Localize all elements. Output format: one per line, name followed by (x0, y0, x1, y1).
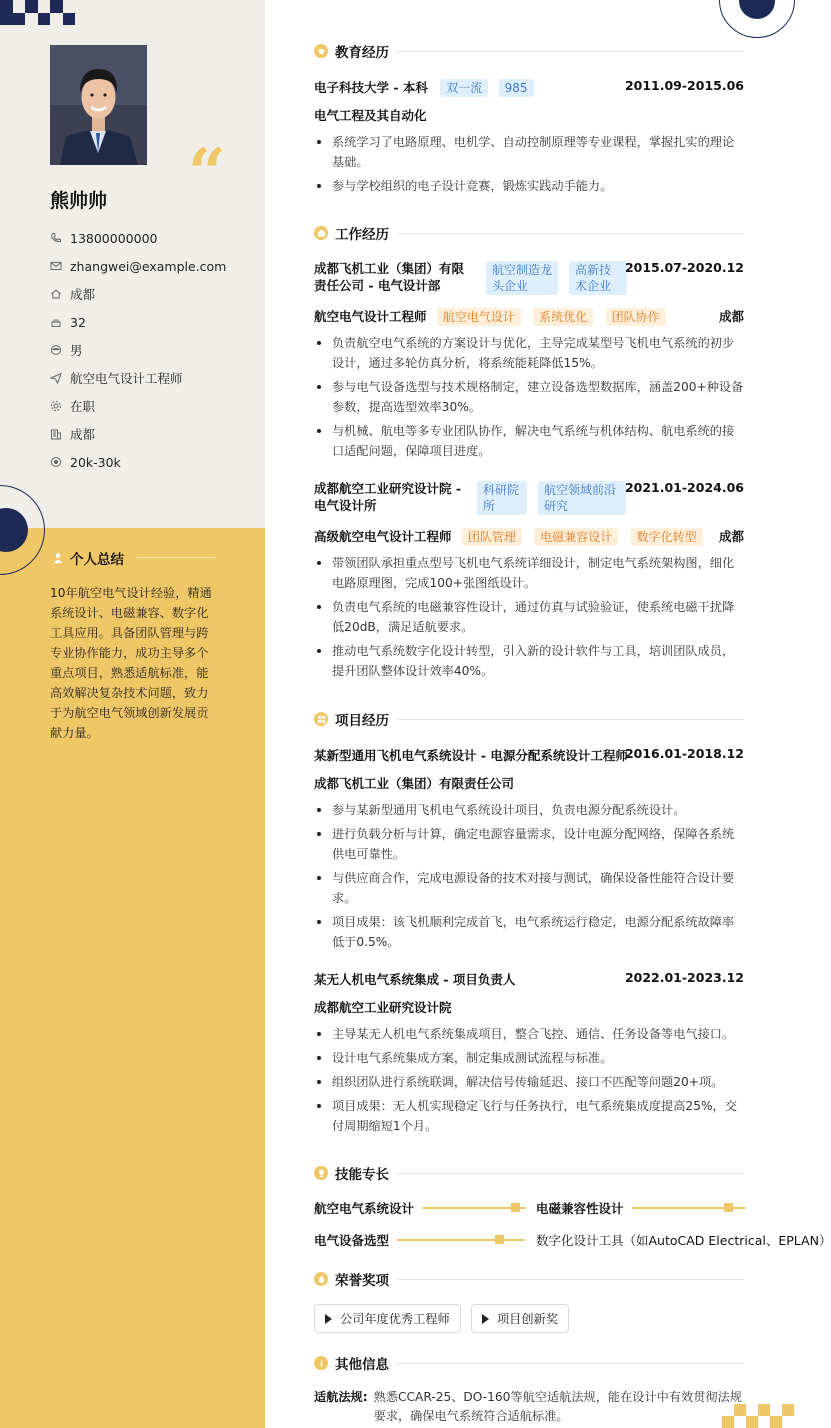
school-name: 电子科技大学 - 本科 (314, 80, 428, 95)
person-icon (52, 552, 64, 564)
summary-divider (136, 557, 216, 558)
job-2-bullets (314, 553, 744, 685)
skill-level-bar (397, 1239, 525, 1241)
project-name: 某无人机电气系统集成 - 项目负责人 (314, 972, 516, 987)
list-item: 项目成果：该飞机顺利完成首飞，电气系统运行稳定，电源分配系统故障率低于0.5%。 (314, 912, 744, 952)
job-date: 2021.01-2024.06 (624, 480, 744, 495)
skills-heading: 技能专长 (314, 1163, 744, 1183)
company-tag: 高新技术企业 (569, 261, 627, 295)
contact-info-list (50, 224, 260, 476)
mail-icon (50, 260, 62, 272)
quote-mark-icon: “ (188, 134, 222, 212)
grid-icon (314, 712, 328, 726)
skill-item: 数字化设计工具（如AutoCAD Electrical、EPLAN） (536, 1233, 831, 1248)
education-bullets (314, 132, 744, 200)
briefcase-icon (314, 226, 328, 240)
job-date: 2015.07-2020.12 (624, 260, 744, 275)
project-name: 某新型通用飞机电气系统设计 - 电源分配系统设计工程师 (314, 748, 628, 763)
job-role: 高级航空电气设计工程师 (314, 529, 452, 544)
candidate-name: 熊帅帅 (50, 190, 108, 212)
other-key: 适航法规: (314, 1390, 368, 1404)
award-badge: 项目创新奖 (471, 1304, 569, 1333)
work-heading: 工作经历 (314, 223, 744, 243)
job-1-header (314, 260, 744, 294)
company-tag: 航空领域前沿研究 (538, 481, 626, 515)
summary-text: 10年航空电气设计经验，精通系统设计、电磁兼容、数字化工具应用。具备团队管理与跨专业协作能力，成功主导多个重点项目，熟悉适航标准，能高效解决复杂技术问题，致力于为航空电气领域创新发展贡献力量。 (50, 586, 212, 740)
job-company: 成都飞机工业（集团）有限责任公司 - 电气设计部 (314, 261, 465, 293)
project-1-org: 成都飞机工业（集团）有限责任公司 (314, 776, 515, 791)
education-heading: 教育经历 (314, 41, 744, 61)
list-item: 参与学校组织的电子设计竞赛，锻炼实践动手能力。 (314, 176, 744, 196)
info-age: 32 (50, 308, 260, 336)
job-2-role-row (314, 527, 744, 546)
list-item: 系统学习了电路原理、电机学、自动控制原理等专业课程，掌握扎实的理论基础。 (314, 132, 744, 172)
info-gender: 男 (50, 336, 260, 364)
skill-item: 航空电气系统设计 (314, 1199, 526, 1217)
info-phone: 13800000000 (50, 224, 260, 252)
gender-icon (50, 344, 62, 356)
project-1-bullets (314, 800, 744, 956)
checker-decoration (0, 0, 76, 25)
info-salary: 20k-30k (50, 448, 260, 476)
job-1-role-row (314, 307, 744, 326)
list-item: 设计电气系统集成方案，制定集成测试流程与标准。 (314, 1048, 744, 1068)
skill-tag: 电磁兼容设计 (534, 528, 618, 546)
project-date: 2022.01-2023.12 (624, 970, 744, 985)
info-status: 在职 (50, 392, 260, 420)
info-email: zhangwei@example.com (50, 252, 260, 280)
job-2-header (314, 480, 744, 514)
list-item: 负责航空电气系统的方案设计与优化，主导完成某型号飞机电气系统的初步设计，通过多轮仿真分析，将系统能耗降低15%。 (314, 333, 744, 373)
list-item: 进行负载分析与计算，确定电源容量需求，设计电源分配网络，保障各系统供电可靠性。 (314, 824, 744, 864)
education-school-row (314, 78, 744, 97)
school-tag: 985 (499, 79, 534, 97)
skill-level-bar (632, 1207, 746, 1209)
send-icon (50, 372, 62, 384)
job-place: 成都 (718, 529, 744, 544)
skill-item: 电磁兼容性设计 (536, 1199, 746, 1217)
project-2-org: 成都航空工业研究设计院 (314, 1000, 452, 1015)
other-value: 熟悉CCAR-25、DO-160等航空适航法规，能在设计中有效贯彻法规要求，确保电气系统符合适航标准。 (373, 1390, 742, 1423)
other-heading: 其他信息 (314, 1353, 744, 1373)
info-work-city: 成都 (50, 420, 260, 448)
list-item: 组织团队进行系统联调，解决信号传输延迟、接口不匹配等问题20+项。 (314, 1072, 744, 1092)
company-tag: 航空制造龙头企业 (486, 261, 558, 295)
list-item: 主导某无人机电气系统集成项目，整合飞控、通信、任务设备等电气接口。 (314, 1024, 744, 1044)
job-role: 航空电气设计工程师 (314, 309, 427, 324)
job-place: 成都 (718, 309, 744, 324)
building-icon (50, 428, 62, 440)
project-2-bullets (314, 1024, 744, 1140)
play-icon (482, 1314, 489, 1324)
skill-level-bar (422, 1207, 526, 1209)
sidebar (0, 0, 265, 1428)
project-1-header (314, 746, 744, 764)
status-icon (50, 400, 62, 412)
graduation-cap-icon (314, 44, 328, 58)
play-icon (325, 1314, 332, 1324)
list-item: 参与电气设备选型与技术规格制定，建立设备选型数据库，涵盖200+种设备参数，提高选型效率30%。 (314, 377, 744, 417)
salary-icon (50, 456, 62, 468)
trophy-icon (314, 1166, 328, 1180)
circle-decoration-top (719, 0, 795, 38)
info-position: 航空电气设计工程师 (50, 364, 260, 392)
home-icon (50, 288, 62, 300)
projects-heading: 项目经历 (314, 709, 744, 729)
skill-tag: 航空电气设计 (437, 308, 521, 326)
project-date: 2016.01-2018.12 (624, 746, 744, 761)
info-icon (314, 1356, 328, 1370)
phone-icon (50, 232, 62, 244)
list-item: 与机械、航电等多专业团队协作，解决电气系统与机体结构、航电系统的接口适配问题，保障项目进度。 (314, 421, 744, 461)
award-badge: 公司年度优秀工程师 (314, 1304, 461, 1333)
other-info-row (314, 1388, 744, 1426)
education-major: 电气工程及其自动化 (314, 108, 427, 123)
job-company: 成都航空工业研究设计院 - 电气设计所 (314, 481, 462, 513)
info-city: 成都 (50, 280, 260, 308)
project-2-header (314, 970, 744, 988)
awards-heading: 荣誉奖项 (314, 1269, 744, 1289)
education-date: 2011.09-2015.06 (624, 78, 744, 93)
skill-tag: 系统优化 (533, 308, 593, 326)
avatar-photo (50, 45, 147, 165)
summary-heading: 个人总结 (52, 548, 124, 568)
checker-decoration-bottom (722, 1404, 794, 1428)
skill-tag: 团队管理 (462, 528, 522, 546)
job-1-bullets (314, 333, 744, 465)
skill-item: 电气设备选型 (314, 1231, 525, 1249)
list-item: 与供应商合作，完成电源设备的技术对接与测试，确保设备性能符合设计要求。 (314, 868, 744, 908)
list-item: 推动电气系统数字化设计转型，引入新的设计软件与工具，培训团队成员，提升团队整体设计效率40%。 (314, 641, 744, 681)
skill-tag: 数字化转型 (631, 528, 703, 546)
skill-tag: 团队协作 (606, 308, 666, 326)
list-item: 带领团队承担重点型号飞机电气系统详细设计，制定电气系统架构图，细化电路原理图，完成100+张图纸设计。 (314, 553, 744, 593)
age-icon (50, 316, 62, 328)
school-tag: 双一流 (440, 79, 488, 97)
list-item: 参与某新型通用飞机电气系统设计项目，负责电源分配系统设计。 (314, 800, 744, 820)
list-item: 项目成果：无人机实现稳定飞行与任务执行，电气系统集成度提高25%，交付周期缩短1个月。 (314, 1096, 744, 1136)
medal-icon (314, 1272, 328, 1286)
company-tag: 科研院所 (477, 481, 527, 515)
list-item: 负责电气系统的电磁兼容性设计，通过仿真与试验验证，使系统电磁干扰降低20dB，满足适航要求。 (314, 597, 744, 637)
